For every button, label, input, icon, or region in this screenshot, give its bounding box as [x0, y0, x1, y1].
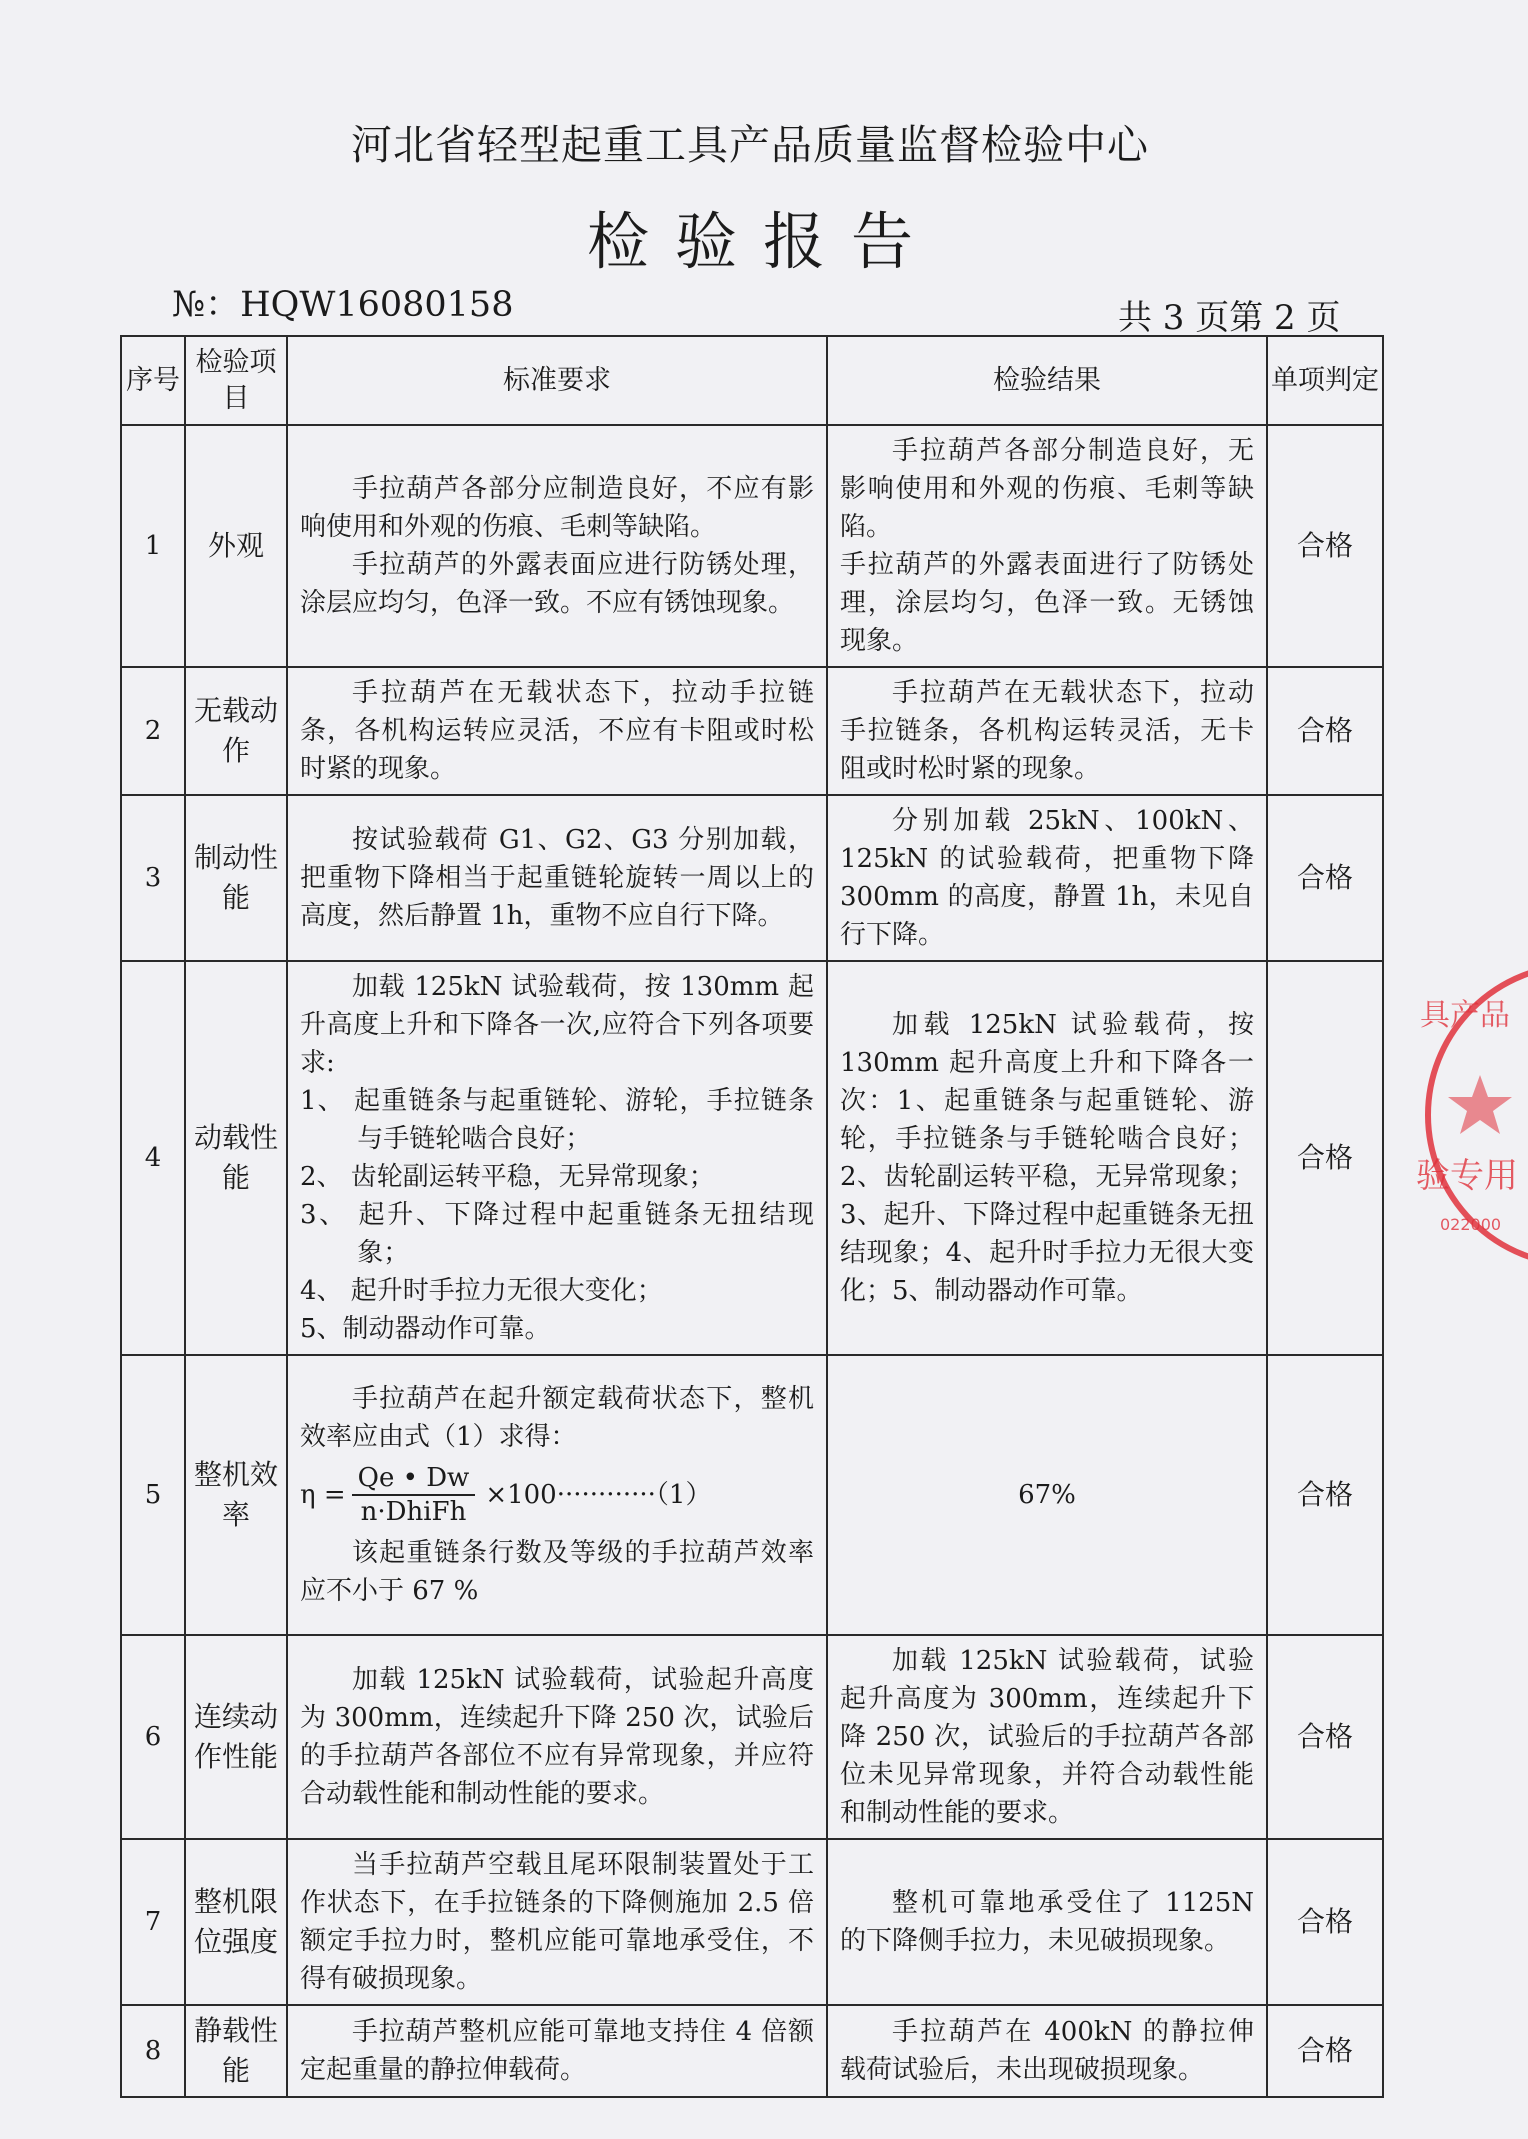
cell-standard [287, 667, 827, 795]
result-paragraph: 加载 125kN 试验载荷，试验起升高度为 300mm，连续起升下降 250 次，试验后的手拉葫芦各部位未见异常现象，并符合动载性能和制动性能的要求。 [840, 1646, 1254, 1828]
cell-result [827, 667, 1267, 795]
standard-paragraph: 加载 125kN 试验载荷，试验起升高度为 300mm，连续起升下降 250 次，试验后的手拉葫芦各部位不应有异常现象，并应符合动载性能和制动性能的要求。 [300, 1665, 814, 1809]
standard-list-item: 1、 起重链条与起重链轮、游轮，手拉链条与手链轮啮合良好； [300, 1086, 814, 1154]
page-info: 共 3 页第 2 页 [1118, 298, 1341, 338]
cell-item: 外观 [185, 425, 287, 667]
col-header-no: 序号 [121, 336, 185, 425]
result-paragraph: 67% [1018, 1480, 1076, 1510]
seal-star-icon [1448, 1075, 1512, 1134]
cell-no: 1 [121, 425, 185, 667]
cell-item: 整机效率 [185, 1355, 287, 1635]
cell-standard [287, 961, 827, 1355]
cell-no: 2 [121, 667, 185, 795]
cell-no: 5 [121, 1355, 185, 1635]
col-header-result: 检验结果 [827, 336, 1267, 425]
cell-verdict: 合格 [1267, 961, 1383, 1355]
result-paragraph: 手拉葫芦的外露表面进行了防锈处理，涂层均匀，色泽一致。无锈蚀现象。 [840, 550, 1254, 656]
cell-no: 4 [121, 961, 185, 1355]
standard-paragraph: 手拉葫芦各部分应制造良好，不应有影响使用和外观的伤痕、毛刺等缺陷。 [300, 474, 814, 542]
cell-item: 静载性能 [185, 2005, 287, 2097]
cell-result [827, 961, 1267, 1355]
cell-result [827, 2005, 1267, 2097]
standard-list-item: 5、制动器动作可靠。 [300, 1314, 551, 1344]
col-header-verdict: 单项判定 [1267, 336, 1383, 425]
doc-title: 检验报告 [586, 205, 939, 278]
formula-eta: η = [300, 1480, 346, 1510]
standard-paragraph: 手拉葫芦整机应能可靠地支持住 4 倍额定起重量的静拉伸载荷。 [300, 2017, 814, 2085]
standard-list-item: 2、 齿轮副运转平稳，无异常现象； [300, 1162, 715, 1192]
cell-item: 连续动作性能 [185, 1635, 287, 1839]
result-paragraph: 整机可靠地承受住了 1125N 的下降侧手拉力，未见破损现象。 [840, 1888, 1254, 1956]
report-number-value: HQW16080158 [240, 285, 514, 325]
cell-no: 8 [121, 2005, 185, 2097]
cell-no: 6 [121, 1635, 185, 1839]
cell-result [827, 795, 1267, 961]
table-row [121, 667, 1383, 795]
seal-code: 022000 [1440, 1215, 1502, 1234]
result-paragraph: 手拉葫芦各部分制造良好，无影响使用和外观的伤痕、毛刺等缺陷。 [840, 436, 1254, 542]
standard-paragraph: 当手拉葫芦空载且尾环限制装置处于工作状态下，在手拉链条的下降侧施加 2.5 倍额定手拉力时，整机应能可靠地承受住，不得有破损现象。 [300, 1850, 814, 1994]
org-title: 河北省轻型起重工具产品质量监督检验中心 [351, 121, 1149, 169]
formula-fraction [352, 1462, 476, 1528]
cell-verdict: 合格 [1267, 1839, 1383, 2005]
table-row [121, 961, 1383, 1355]
result-paragraph: 手拉葫芦在无载状态下，拉动手拉链条，各机构运转灵活，无卡阻或时松时紧的现象。 [840, 678, 1254, 784]
report-number-label: №： [172, 285, 241, 325]
efficiency-formula [300, 1462, 814, 1528]
table-row [121, 1355, 1383, 1635]
cell-standard [287, 1635, 827, 1839]
cell-verdict: 合格 [1267, 2005, 1383, 2097]
cell-no: 3 [121, 795, 185, 961]
table-row [121, 795, 1383, 961]
standard-list-item: 3、 起升、下降过程中起重链条无扭结现象； [300, 1200, 814, 1268]
standard-paragraph: 手拉葫芦在无载状态下，拉动手拉链条，各机构运转应灵活，不应有卡阻或时松时紧的现象。 [300, 678, 814, 784]
standard-paragraph: 手拉葫芦在起升额定载荷状态下，整机效率应由式（1）求得： [300, 1384, 814, 1452]
standard-list-item: 4、 起升时手拉力无很大变化； [300, 1276, 663, 1306]
standard-paragraph: 加载 125kN 试验载荷，按 130mm 起升高度上升和下降各一次,应符合下列各项要求: [300, 972, 814, 1078]
cell-item: 动载性能 [185, 961, 287, 1355]
table-row [121, 425, 1383, 667]
col-header-item: 检验项目 [185, 336, 287, 425]
cell-verdict: 合格 [1267, 1355, 1383, 1635]
col-header-standard: 标准要求 [287, 336, 827, 425]
result-paragraph: 分别加载 25kN、100kN、125kN 的试验载荷，把重物下降 300mm 的高度，静置 1h，未见自行下降。 [840, 806, 1254, 950]
cell-result [827, 1355, 1267, 1635]
report-number [172, 277, 513, 327]
cell-standard [287, 425, 827, 667]
result-paragraph: 加载 125kN 试验载荷，按 130mm 起升高度上升和下降各一次：1、起重链条与起重链轮、游轮，手拉链条与手链轮啮合良好；2、齿轮副运转平稳，无异常现象；3、起升、下降过程中起重链条无扭结现象；4、起升时手拉力无很大变化；5、制动器动作可靠。 [840, 1010, 1254, 1306]
cell-standard [287, 2005, 827, 2097]
table-row [121, 1839, 1383, 2005]
cell-standard [287, 1355, 827, 1635]
cell-item: 无载动作 [185, 667, 287, 795]
standard-paragraph: 该起重链条行数及等级的手拉葫芦效率应不小于 67 % [300, 1538, 814, 1606]
cell-result [827, 1839, 1267, 2005]
cell-standard [287, 795, 827, 961]
seal-text-mid: 验专用 [1416, 1156, 1518, 1196]
cell-verdict: 合格 [1267, 1635, 1383, 1839]
cell-verdict: 合格 [1267, 795, 1383, 961]
cell-item: 制动性能 [185, 795, 287, 961]
seal-text-top: 具产品 [1420, 998, 1510, 1033]
table-header-row [121, 336, 1383, 425]
cell-result [827, 1635, 1267, 1839]
inspection-table [120, 335, 1384, 2098]
standard-paragraph: 按试验载荷 G1、G2、G3 分别加载，把重物下降相当于起重链轮旋转一周以上的高度，然后静置 1h，重物不应自行下降。 [300, 825, 814, 931]
cell-item: 整机限位强度 [185, 1839, 287, 2005]
table-row [121, 1635, 1383, 1839]
cell-verdict: 合格 [1267, 667, 1383, 795]
formula-numerator: Qe • Dw [352, 1462, 476, 1496]
official-seal [1408, 965, 1528, 1265]
table-row [121, 2005, 1383, 2097]
cell-standard [287, 1839, 827, 2005]
formula-tail: ×100············（1） [485, 1480, 712, 1510]
cell-verdict: 合格 [1267, 425, 1383, 667]
result-paragraph: 手拉葫芦在 400kN 的静拉伸载荷试验后，未出现破损现象。 [840, 2017, 1254, 2085]
formula-denominator: n·DhiFh [360, 1497, 467, 1527]
cell-result [827, 425, 1267, 667]
cell-no: 7 [121, 1839, 185, 2005]
standard-paragraph: 手拉葫芦的外露表面应进行防锈处理，涂层应均匀，色泽一致。不应有锈蚀现象。 [300, 550, 814, 618]
